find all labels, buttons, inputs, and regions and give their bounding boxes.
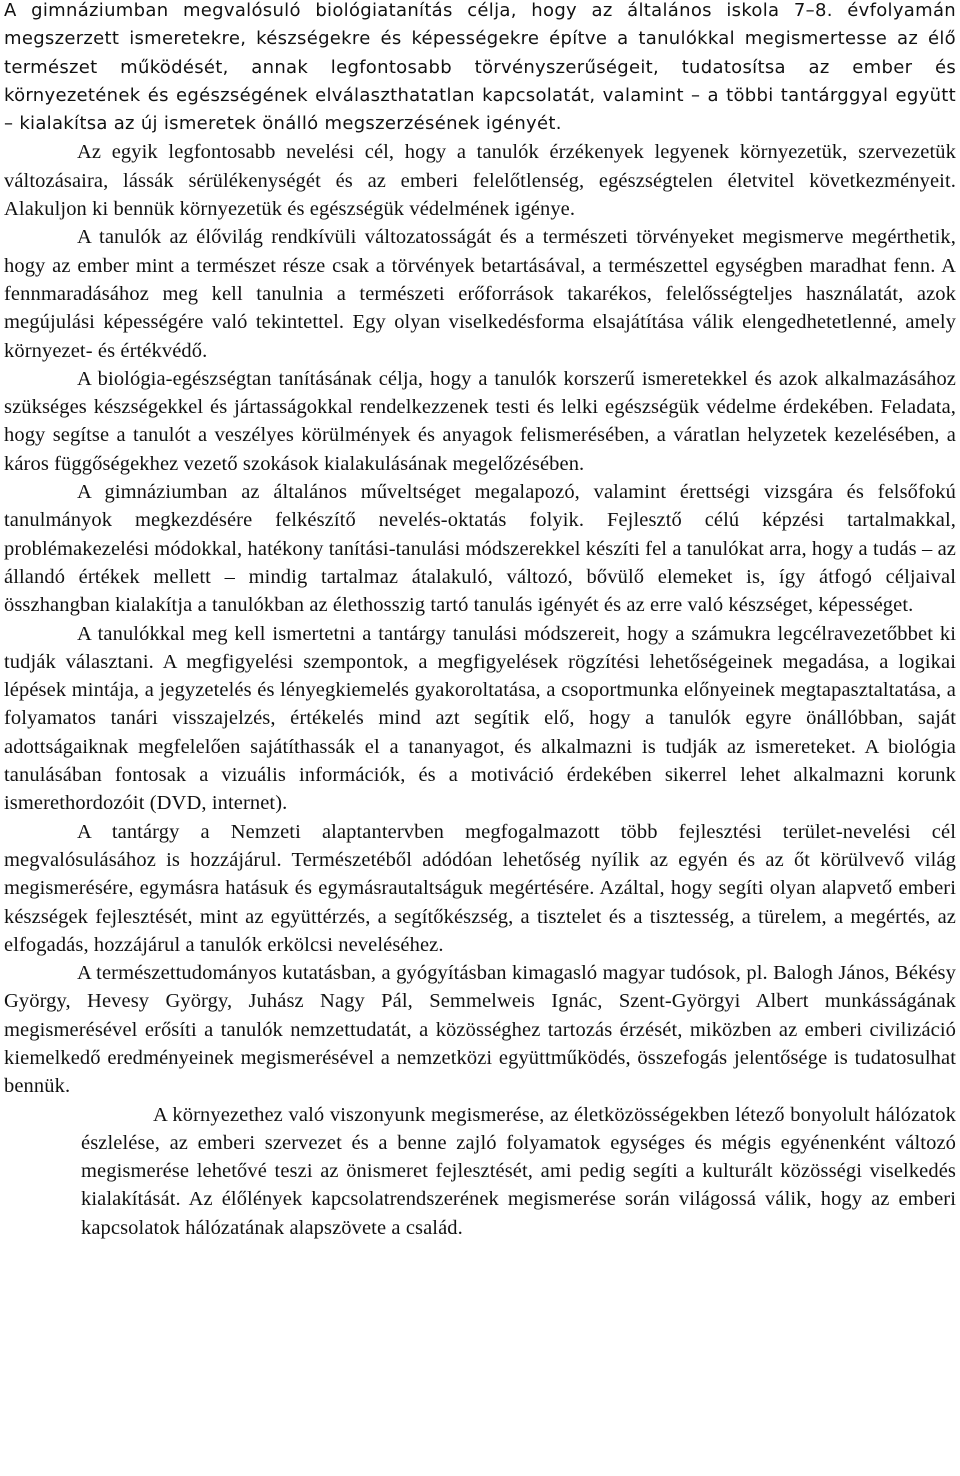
- paragraph-8: A természettudományos kutatásban, a gyógyításban kimagasló magyar tudósok, pl. Balogh János, Békésy György, Hevesy György, Juhász Nagy Pál, Semmelweis Ignác, Szent-Györgyi Albert munkásságának megismerésével erősíti a tanulók nemzettudatát, a közösséghez tartozás érzését, miközben az emberi civilizáció kiemelkedő eredményeinek megismerésével a nemzetközi együttműködés, összefogás jelentősége is tudatosulhat bennük.: [4, 962, 956, 1098]
- paragraph-4: A biológia-egészségtan tanításának célja, hogy a tanulók korszerű ismeretekkel és azok alkalmazásához szükséges készségekkel és jártasságokkal rendelkezzenek testi és lelki egészségük védelme érdekében. Feladata, hogy segítse a tanulót a veszélyes körülmények és anyagok felismerésében, a váratlan helyzetek kezelésében, a káros függőségekhez vezető szokások kialakulásának megelőzésében.: [4, 367, 956, 475]
- paragraph-9: A környezethez való viszonyunk megismerése, az életközösségekben létező bonyolult hálózatok észlelése, az emberi szervezet és a benne zajló folyamatok egységes és mégis egyénenként változó megismerése lehetővé teszi az önismeret fejlesztését, ami pedig segíti a kulturált közösségi viselkedés kialakítását. Az élőlények kapcsolatrendszerének megismerése során világossá válik, hogy az emberi kapcsolatok hálózatának alapszövete a család.: [81, 1103, 956, 1239]
- paragraph-2: Az egyik legfontosabb nevelési cél, hogy a tanulók érzékenyek legyenek környezetük, szervezetük változásaira, lássák sérülékenységét és az emberi felelőtlenség, egészségtelen életvitel következményeit. Alakuljon ki bennük környezetük és egészségük védelmének igénye.: [4, 141, 956, 221]
- paragraph-7: A tantárgy a Nemzeti alaptantervben megfogalmazott több fejlesztési terület-nevelési cél megvalósulásához is hozzájárul. Természetéből adódóan lehetőség nyílik az egyén és az őt körülvevő világ megismerésére, egymásra hatásuk és egymásrautaltságuk megértésére. Azáltal, hogy segíti olyan alapvető emberi készségek fejlesztését, mint az együttérzés, a segítőkészség, a tisztelet és a tisztesség, a türelem, a megértés, az elfogadás, hozzájárul a tanulók erkölcsi neveléséhez.: [4, 820, 956, 956]
- paragraph-intro-text: A gimnáziumban megvalósuló biológiatanítás célja, hogy az általános iskola 7–8. évfolyamán megszerzett ismeretekre, készségekre és képességekre építve a tanulókkal megismertesse az élő természet működését, annak legfontosabb törvényszerűségeit, tudatosítsa az ember és környezetének és egészségének elválaszthatatlan kapcsolatát, valamint – a többi tantárggyal együtt – kialakítsa az új ismeretek önálló megszerzésének igényét.: [4, 0, 956, 135]
- paragraph-5: A gimnáziumban az általános műveltséget megalapozó, valamint érettségi vizsgára és felsőfokú tanulmányok megkezdésére felkészítő nevelés-oktatás folyik. Fejlesztő célú képzési tartalmakkal, problémakezelési módokkal, hatékony tanítási-tanulási módszerekkel készíti fel a tanulókat arra, hogy a tudás – az állandó értékek mellett – mindig tartalmaz átalakuló, változó, bővülő elemeket is, így átfogó céljaival összhangban kialakítja a tanulókban az élethosszig tartó tanulás igényét és az erre való készséget, képességet.: [4, 481, 956, 617]
- paragraph-3: A tanulók az élővilág rendkívüli változatosságát és a természeti törvényeket megismerve megérthetik, hogy az ember mint a természet része csak a törvények betartásával, a természettel egységben maradhat fenn. A fennmaradásához meg kell tanulnia a természeti erőforrások takarékos, felelősségteljes használatát, azok megújulási képességére való tekintettel. Egy olyan viselkedésforma elsajátítása válik elengedhetetlenné, amely környezet- és értékvédő.: [4, 226, 956, 362]
- paragraph-6: A tanulókkal meg kell ismertetni a tantárgy tanulási módszereit, hogy a számukra legcélravezetőbbet ki tudják választani. A megfigyelési szempontok, a megfigyelések rögzítési lehetőségeinek megadása, a logikai lépések mintája, a jegyzetelés és lényegkiemelés gyakoroltatása, a csoportmunka előnyeinek megtapasztaltatása, a folyamatos tanári visszajelzés, értékelés mind azt segítik elő, hogy a tanulók egyre önállóbban, saját adottságaiknak megfelelően sajátíthassák el a tananyagot, és alkalmazni is tudják az ismereteket. A biológia tanulásában fontosak a vizuális információk, és a motiváció érdekében sikerrel lehet alkalmazni korunk ismerethordozóit (DVD, internet).: [4, 622, 956, 815]
- paragraph-intro: [4, 0, 956, 138]
